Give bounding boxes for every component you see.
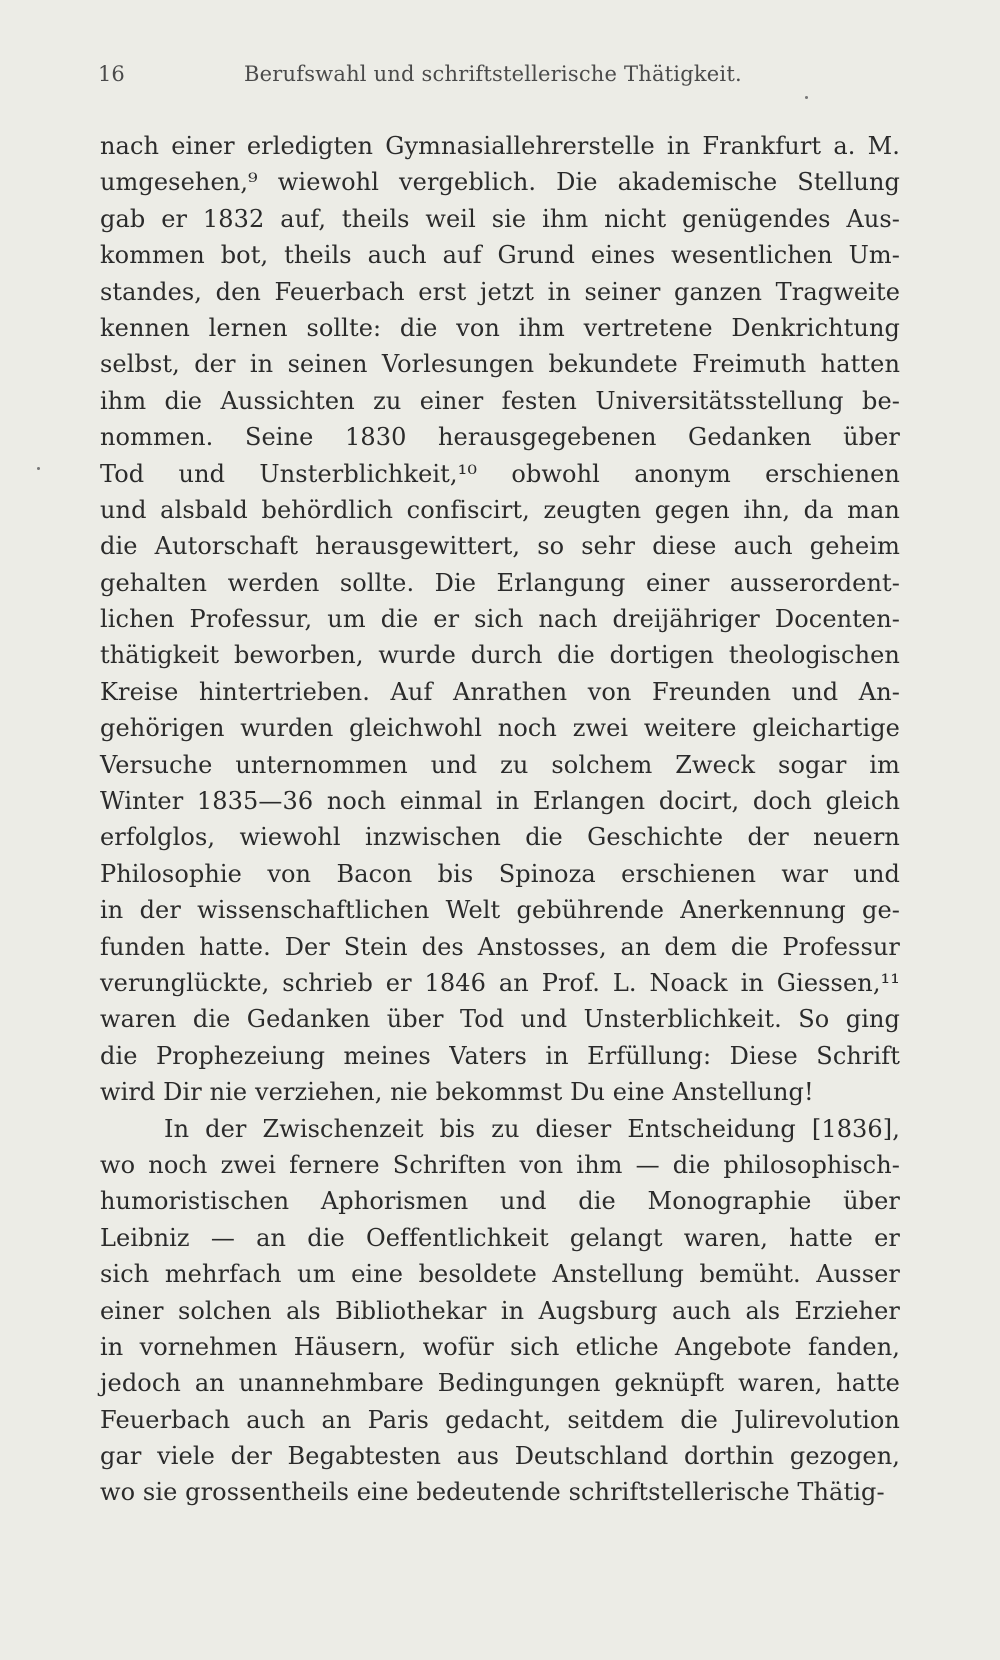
- paragraph: [100, 128, 900, 1111]
- text-line: selbst, der in seinen Vorlesungen bekundete Freimuth hatten: [100, 350, 900, 379]
- text-line: wird Dir nie verziehen, nie bekommst Du eine Anstellung!: [100, 1078, 814, 1107]
- text-line: verunglückte, schrieb er 1846 an Prof. L. Noack in Giessen,¹¹: [100, 968, 900, 997]
- text-line: Kreise hintertrieben. Auf Anrathen von Freunden und An-: [100, 677, 900, 706]
- text-line: nach einer erledigten Gymnasiallehrerstelle in Frankfurt a. M.: [100, 132, 900, 160]
- text-line: In der Zwischenzeit bis zu dieser Entscheidung [1836],: [164, 1114, 900, 1143]
- text-line: wo noch zwei fernere Schriften von ihm — die philosophisch-: [100, 1150, 900, 1179]
- text-line: Winter 1835—36 noch einmal in Erlangen docirt, doch gleich: [100, 787, 900, 816]
- text-line: die Prophezeiung meines Vaters in Erfüllung: Diese Schrift: [100, 1041, 900, 1070]
- text-line: nommen. Seine 1830 herausgegebenen Gedanken über: [100, 423, 900, 452]
- page-number: 16: [98, 62, 125, 86]
- text-line: gar viele der Begabtesten aus Deutschland dorthin gezogen,: [100, 1442, 900, 1471]
- print-speck: [37, 467, 40, 470]
- text-line: kennen lernen sollte: die von ihm vertretene Denkrichtung: [100, 313, 900, 342]
- running-title: Berufswahl und schriftstellerische Thätigkeit.: [244, 62, 742, 86]
- text-line: jedoch an unannehmbare Bedingungen geknüpft waren, hatte: [100, 1369, 900, 1398]
- text-line: gehörigen wurden gleichwohl noch zwei weitere gleichartige: [100, 714, 900, 743]
- body-text: [100, 128, 900, 1511]
- text-line: standes, den Feuerbach erst jetzt in seiner ganzen Tragweite: [100, 277, 900, 306]
- text-line: in der wissenschaftlichen Welt gebührende Anerkennung ge-: [100, 896, 900, 925]
- text-line: wo sie grossentheils eine bedeutende schriftstellerische Thätig-: [100, 1478, 885, 1507]
- text-line: humoristischen Aphorismen und die Monographie über: [100, 1187, 900, 1216]
- paragraph: [100, 1111, 900, 1511]
- text-line: einer solchen als Bibliothekar in Augsburg auch als Erzieher: [100, 1296, 900, 1325]
- running-head: [98, 62, 798, 102]
- print-speck: [805, 96, 808, 99]
- text-line: gehalten werden sollte. Die Erlangung einer ausserordent-: [100, 568, 900, 597]
- text-line: waren die Gedanken über Tod und Unsterblichkeit. So ging: [100, 1005, 900, 1034]
- text-line: funden hatte. Der Stein des Anstosses, an dem die Professur: [100, 932, 900, 961]
- text-line: Leibniz — an die Oeffentlichkeit gelangt waren, hatte er: [100, 1223, 900, 1252]
- text-line: Feuerbach auch an Paris gedacht, seitdem die Julirevolution: [100, 1405, 900, 1434]
- text-line: ihm die Aussichten zu einer festen Universitätsstellung be-: [100, 386, 900, 415]
- text-line: erfolglos, wiewohl inzwischen die Geschichte der neuern: [100, 823, 900, 852]
- text-line: lichen Professur, um die er sich nach dreijähriger Docenten-: [100, 605, 900, 634]
- text-line: umgesehen,⁹ wiewohl vergeblich. Die akademische Stellung: [100, 168, 900, 197]
- text-line: die Autorschaft herausgewittert, so sehr diese auch geheim: [100, 532, 900, 561]
- text-line: Versuche unternommen und zu solchem Zweck sogar im: [100, 750, 900, 779]
- text-line: und alsbald behördlich confiscirt, zeugten gegen ihn, da man: [100, 495, 900, 524]
- text-line: sich mehrfach um eine besoldete Anstellung bemüht. Ausser: [100, 1260, 900, 1289]
- text-line: thätigkeit beworben, wurde durch die dortigen theologischen: [100, 641, 900, 670]
- text-line: Philosophie von Bacon bis Spinoza erschienen war und: [100, 859, 900, 888]
- text-line: kommen bot, theils auch auf Grund eines wesentlichen Um-: [100, 241, 900, 270]
- text-line: in vornehmen Häusern, wofür sich etliche Angebote fanden,: [100, 1332, 900, 1361]
- text-line: gab er 1832 auf, theils weil sie ihm nicht genügendes Aus-: [100, 204, 900, 233]
- text-line: Tod und Unsterblichkeit,¹⁰ obwohl anonym erschienen: [100, 459, 900, 488]
